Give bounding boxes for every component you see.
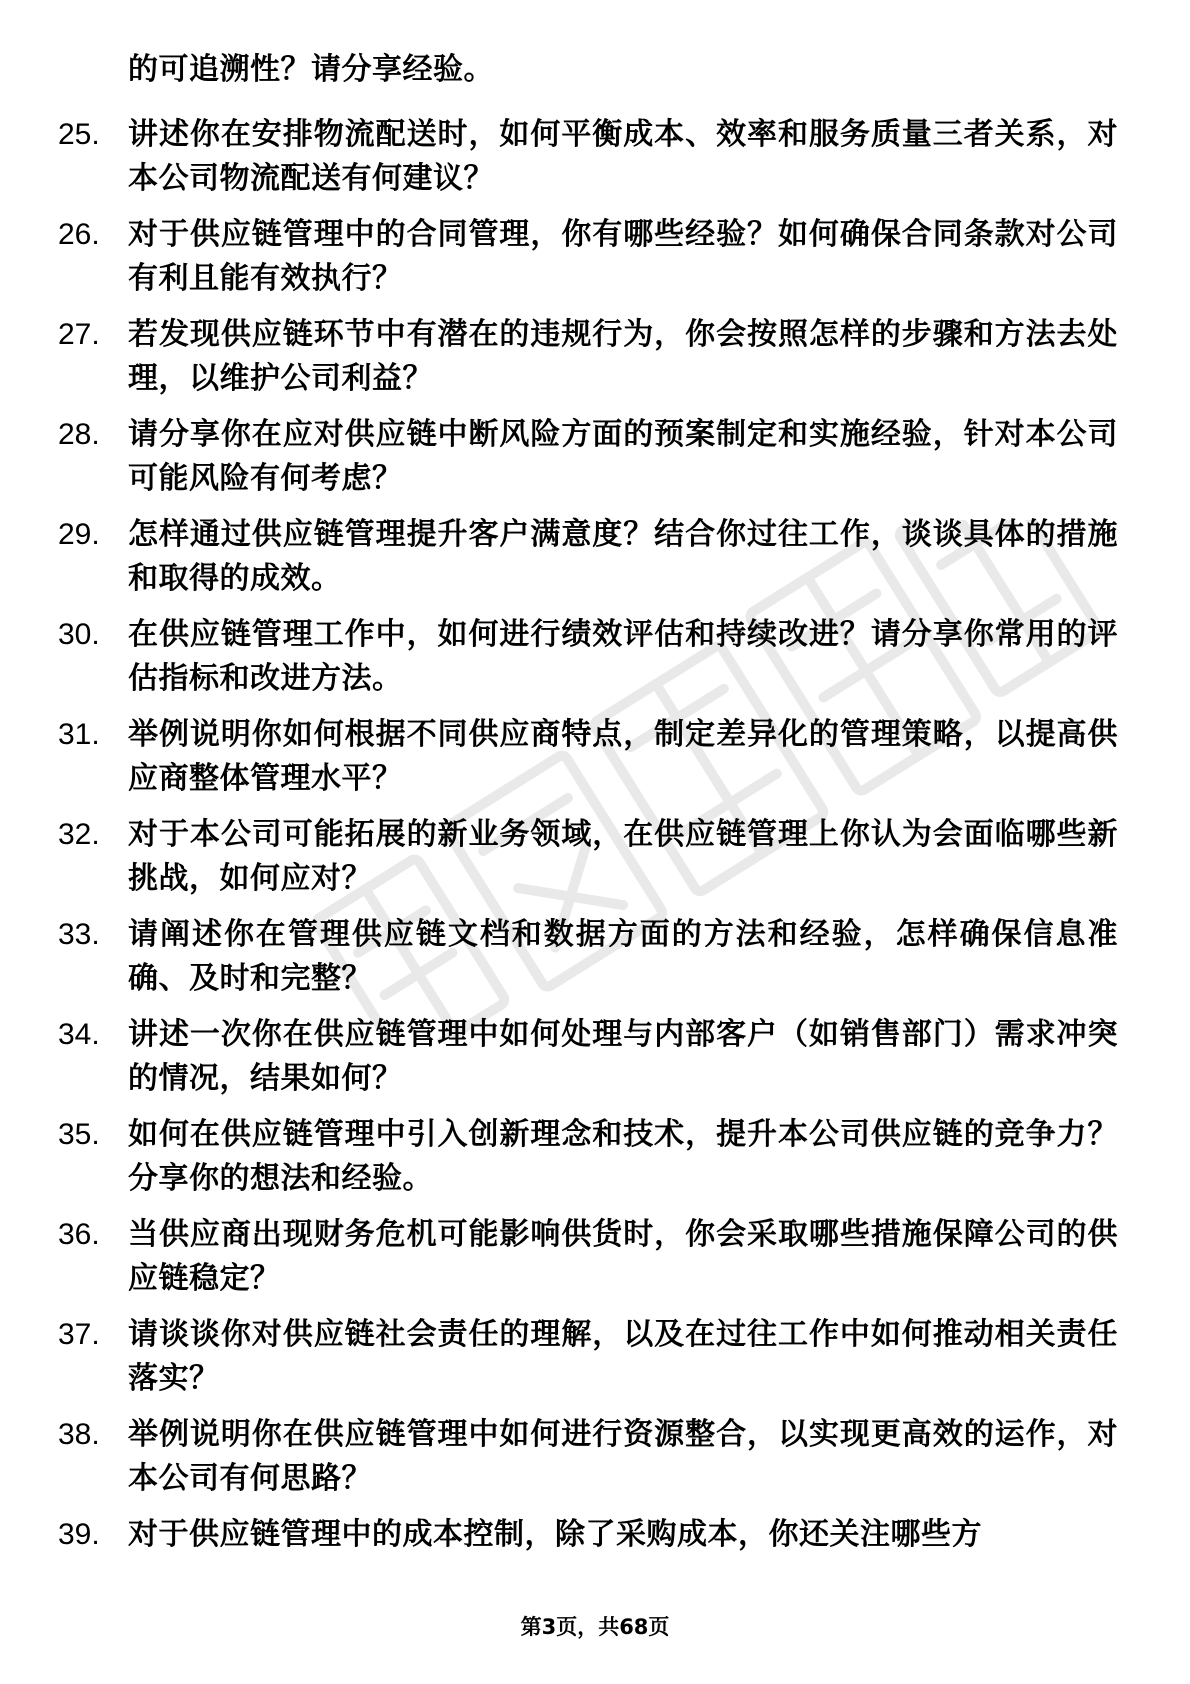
- list-item: [58, 1213, 1118, 1313]
- list-item: [58, 413, 1118, 513]
- question-number: 29.: [58, 518, 100, 551]
- list-item: [58, 813, 1118, 913]
- question-number: 25.: [58, 118, 100, 151]
- continued-question-text: 的可追溯性？请分享经验。: [128, 52, 494, 87]
- question-text: 对于本公司可能拓展的新业务领域，在供应链管理上你认为会面临哪些新挑战，如何应对？: [128, 817, 1118, 896]
- question-text: 当供应商出现财务危机可能影响供货时，你会采取哪些措施保障公司的供应链稳定？: [128, 1217, 1118, 1296]
- question-text: 请阐述你在管理供应链文档和数据方面的方法和经验，怎样确保信息准确、及时和完整？: [128, 917, 1118, 996]
- question-number: 36.: [58, 1218, 100, 1251]
- question-text: 讲述一次你在供应链管理中如何处理与内部客户（如销售部门）需求冲突的情况，结果如何？: [128, 1017, 1118, 1096]
- list-item: [58, 113, 1118, 213]
- list-item: [58, 913, 1118, 1013]
- question-number: 37.: [58, 1318, 100, 1351]
- question-text: 对于供应链管理中的合同管理，你有哪些经验？如何确保合同条款对公司有利且能有效执行？: [128, 217, 1118, 296]
- question-number: 35.: [58, 1118, 100, 1151]
- question-number: 27.: [58, 318, 100, 351]
- question-number: 31.: [58, 718, 100, 751]
- list-item: [58, 213, 1118, 313]
- question-number: 34.: [58, 1018, 100, 1051]
- question-number: 30.: [58, 618, 100, 651]
- question-text: 请谈谈你对供应链社会责任的理解，以及在过往工作中如何推动相关责任落实？: [128, 1317, 1118, 1396]
- question-text: 举例说明你在供应链管理中如何进行资源整合，以实现更高效的运作，对本公司有何思路？: [128, 1417, 1118, 1496]
- question-number: 32.: [58, 818, 100, 851]
- question-number: 33.: [58, 918, 100, 951]
- question-text: 对于供应链管理中的成本控制，除了采购成本，你还关注哪些方: [128, 1517, 982, 1552]
- list-item: [58, 513, 1118, 613]
- question-number: 38.: [58, 1418, 100, 1451]
- question-number: 26.: [58, 218, 100, 251]
- list-item: [58, 613, 1118, 713]
- question-list: [58, 113, 1118, 1561]
- list-item: [58, 713, 1118, 813]
- question-text: 怎样通过供应链管理提升客户满意度？结合你过往工作，谈谈具体的措施和取得的成效。: [128, 517, 1118, 596]
- question-text: 若发现供应链环节中有潜在的违规行为，你会按照怎样的步骤和方法去处理，以维护公司利益？: [128, 317, 1118, 396]
- list-item: [58, 1413, 1118, 1513]
- list-item: [58, 313, 1118, 413]
- list-item: [58, 1013, 1118, 1113]
- list-item: [58, 1313, 1118, 1413]
- question-number: 39.: [58, 1518, 100, 1551]
- list-item: [58, 1513, 1118, 1561]
- page-footer: 第3页，共68页: [520, 1615, 670, 1639]
- question-text: 举例说明你如何根据不同供应商特点，制定差异化的管理策略，以提高供应商整体管理水平？: [128, 717, 1118, 796]
- question-text: 在供应链管理工作中，如何进行绩效评估和持续改进？请分享你常用的评估指标和改进方法。: [128, 617, 1118, 696]
- question-number: 28.: [58, 418, 100, 451]
- question-text: 请分享你在应对供应链中断风险方面的预案制定和实施经验，针对本公司可能风险有何考虑？: [128, 417, 1118, 496]
- question-text: 如何在供应链管理中引入创新理念和技术，提升本公司供应链的竞争力？分享你的想法和经验。: [128, 1117, 1118, 1196]
- question-text: 讲述你在安排物流配送时，如何平衡成本、效率和服务质量三者关系，对本公司物流配送有何建议？: [128, 117, 1118, 196]
- list-item: [58, 1113, 1118, 1213]
